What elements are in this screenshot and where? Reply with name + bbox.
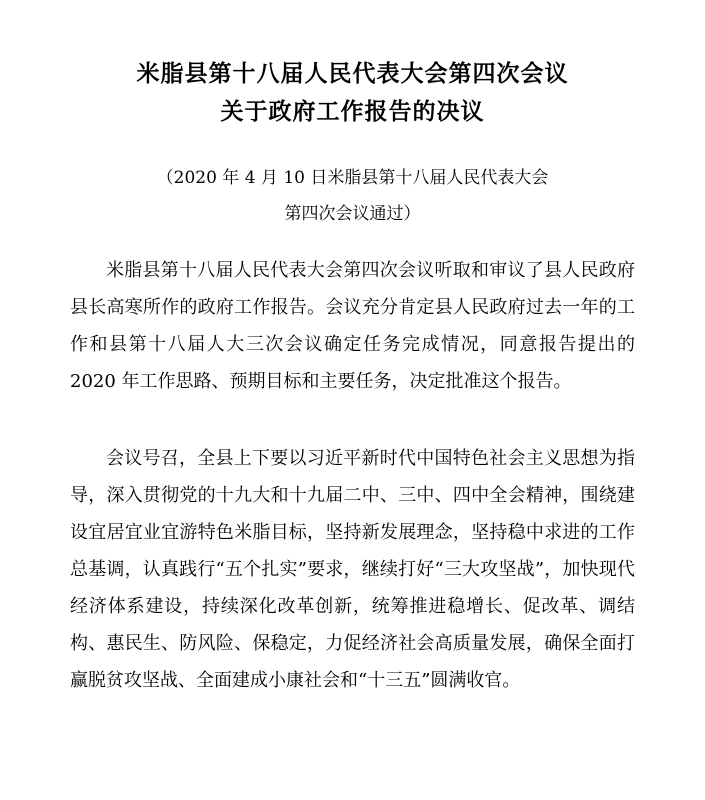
adoption-note-line-2: 第四次会议通过） <box>284 204 421 224</box>
document-title-line-1: 米脂县第十八届人民代表大会第四次会议 <box>136 61 569 87</box>
body-paragraph-2: 会议号召，全县上下要以习近平新时代中国特色社会主义思想为指导，深入贯彻党的十九大和十九届二中、三中、四中全会精神，围绕建设宜居宜业宜游特色米脂目标，坚持新发展理念，坚持稳中求进的工作总基调，认真践行“五个扎实”要求，继续打好“三大攻坚战”，加快现代经济体系建设，持续深化改革创新，统筹推进稳增长、促改革、调结构、惠民生、防风险、保稳定，力促经济社会高质量发展，确保全面打赢脱贫攻坚战、全面建成小康社会和“十三五”圆满收官。 <box>70 448 635 691</box>
body-paragraph-1: 米脂县第十八届人民代表大会第四次会议听取和审议了县人民政府县长高寒所作的政府工作报告。会议充分肯定县人民政府过去一年的工作和县第十八届人大三次会议确定任务完成情况，同意报告提出的 2020 年工作思路、预期目标和主要任务，决定批准这个报告。 <box>70 260 635 392</box>
adoption-note-line-1: （2020 年 4 月 10 日米脂县第十八届人民代表大会 <box>156 168 549 188</box>
document-title-line-2: 关于政府工作报告的决议 <box>220 99 485 125</box>
